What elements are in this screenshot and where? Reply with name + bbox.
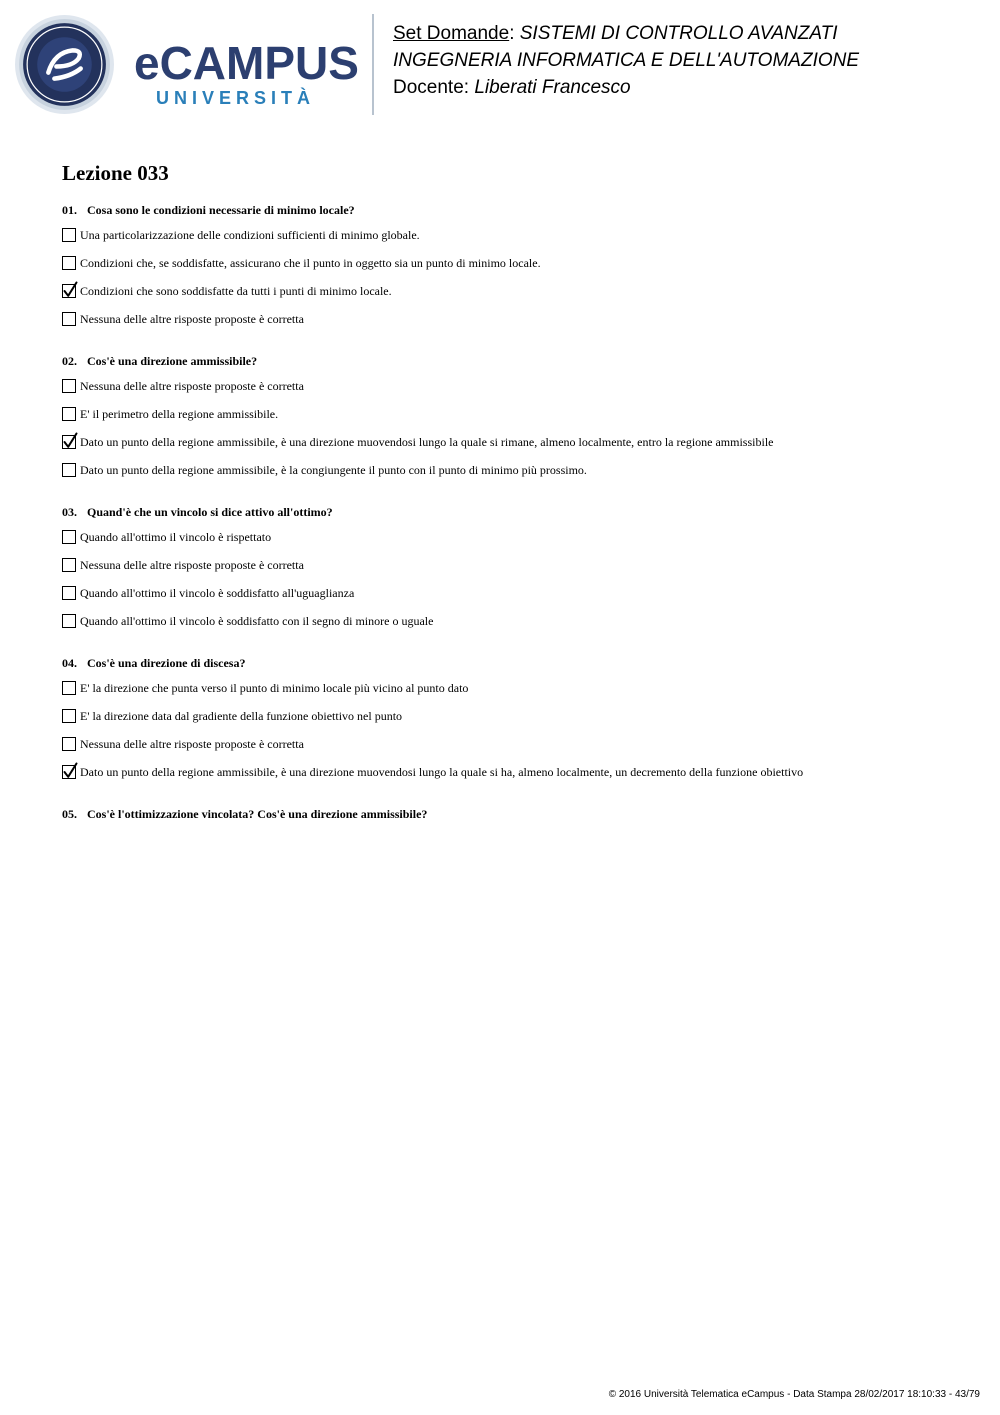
degree-name: INGEGNERIA INFORMATICA E DELL'AUTOMAZIONE — [393, 50, 860, 71]
answer-option[interactable] — [62, 312, 962, 340]
answer-option[interactable] — [62, 530, 962, 558]
answer-option[interactable] — [62, 256, 962, 284]
teacher-label: Docente: — [393, 77, 475, 98]
checkbox-unchecked[interactable] — [62, 709, 76, 723]
question-text: Cos'è l'ottimizzazione vincolata? Cos'è una direzione ammissibile? — [87, 807, 428, 821]
question-2 — [62, 353, 962, 504]
checkbox-unchecked[interactable] — [62, 614, 76, 628]
checkbox-unchecked[interactable] — [62, 737, 76, 751]
checkbox-unchecked[interactable] — [62, 586, 76, 600]
ecampus-wordmark — [134, 37, 359, 114]
answer-option[interactable] — [62, 284, 962, 312]
question-heading — [62, 202, 962, 218]
checkbox-unchecked[interactable] — [62, 379, 76, 393]
brand-name: eCAMPUS — [134, 37, 359, 89]
brand-subtitle: UNIVERSITÀ — [156, 88, 316, 108]
answer-option[interactable] — [62, 765, 962, 793]
lesson-title: Lezione 033 — [62, 161, 169, 185]
set-colon: : — [509, 23, 520, 44]
checkmark-icon — [62, 432, 78, 450]
checkbox-unchecked[interactable] — [62, 558, 76, 572]
answer-option[interactable] — [62, 407, 962, 435]
set-title-line — [393, 20, 859, 47]
option-text: Dato un punto della regione ammissibile, è una direzione muovendosi lungo la quale si ha, almeno localmente, un decremento della funzione obiettivo — [80, 765, 804, 779]
question-1 — [62, 202, 962, 353]
checkbox-unchecked[interactable] — [62, 407, 76, 421]
course-name: SISTEMI DI CONTROLLO AVANZATI — [519, 23, 838, 44]
answer-option[interactable] — [62, 709, 962, 737]
page-header — [0, 0, 1000, 130]
answer-option[interactable] — [62, 586, 962, 614]
answer-option[interactable] — [62, 228, 962, 256]
option-text: Nessuna delle altre risposte proposte è corretta — [80, 558, 304, 572]
question-heading — [62, 353, 962, 369]
option-text: Nessuna delle altre risposte proposte è corretta — [80, 312, 304, 326]
question-text: Cos'è una direzione di discesa? — [87, 656, 246, 670]
question-number: 05. — [62, 807, 77, 821]
option-text: Dato un punto della regione ammissibile, è la congiungente il punto con il punto di minimo più prossimo. — [80, 463, 587, 477]
question-heading — [62, 504, 962, 520]
answer-option[interactable] — [62, 379, 962, 407]
checkbox-unchecked[interactable] — [62, 312, 76, 326]
university-seal-logo — [14, 14, 115, 115]
option-text: Condizioni che sono soddisfatte da tutti i punti di minimo locale. — [80, 284, 392, 298]
checkbox-checked[interactable] — [62, 284, 76, 298]
answer-option[interactable] — [62, 435, 962, 463]
teacher-name: Liberati Francesco — [474, 77, 631, 98]
option-text: Condizioni che, se soddisfatte, assicurano che il punto in oggetto sia un punto di minimo locale. — [80, 256, 541, 270]
answer-option[interactable] — [62, 558, 962, 586]
question-number: 04. — [62, 656, 77, 670]
checkbox-unchecked[interactable] — [62, 530, 76, 544]
set-info — [393, 20, 859, 101]
teacher-line — [393, 74, 859, 101]
question-number: 03. — [62, 505, 77, 519]
option-text: Quando all'ottimo il vincolo è soddisfatto all'uguaglianza — [80, 586, 355, 600]
checkbox-checked[interactable] — [62, 765, 76, 779]
option-text: Una particolarizzazione delle condizioni sufficienti di minimo globale. — [80, 228, 420, 242]
checkmark-icon — [62, 762, 78, 780]
header-divider — [372, 14, 374, 115]
answer-option[interactable] — [62, 614, 962, 642]
question-list — [62, 202, 962, 822]
option-text: Nessuna delle altre risposte proposte è corretta — [80, 737, 304, 751]
answer-option[interactable] — [62, 463, 962, 491]
answer-option[interactable] — [62, 681, 962, 709]
degree-line — [393, 47, 859, 74]
question-text: Cos'è una direzione ammissibile? — [87, 354, 258, 368]
option-text: E' il perimetro della regione ammissibile. — [80, 407, 279, 421]
option-text: Dato un punto della regione ammissibile, è una direzione muovendosi lungo la quale si rimane, almeno localmente, entro la regione ammissibile — [80, 435, 774, 449]
checkmark-icon — [62, 281, 78, 299]
option-text: E' la direzione data dal gradiente della funzione obiettivo nel punto — [80, 709, 403, 723]
page-footer: © 2016 Università Telematica eCampus - Data Stampa 28/02/2017 18:10:33 - 43/79 — [608, 1389, 980, 1400]
question-heading — [62, 806, 962, 822]
answer-option[interactable] — [62, 737, 962, 765]
question-text: Cosa sono le condizioni necessarie di minimo locale? — [87, 203, 355, 217]
question-4 — [62, 655, 962, 806]
question-number: 02. — [62, 354, 77, 368]
question-heading — [62, 655, 962, 671]
checkbox-unchecked[interactable] — [62, 681, 76, 695]
checkbox-unchecked[interactable] — [62, 228, 76, 242]
option-text: E' la direzione che punta verso il punto di minimo locale più vicino al punto dato — [80, 681, 469, 695]
question-number: 01. — [62, 203, 77, 217]
set-label: Set Domande — [393, 23, 510, 44]
question-text: Quand'è che un vincolo si dice attivo all'ottimo? — [87, 505, 333, 519]
lesson-content — [62, 158, 962, 832]
option-text: Nessuna delle altre risposte proposte è corretta — [80, 379, 304, 393]
checkbox-checked[interactable] — [62, 435, 76, 449]
question-5 — [62, 806, 962, 822]
checkbox-unchecked[interactable] — [62, 256, 76, 270]
option-text: Quando all'ottimo il vincolo è soddisfatto con il segno di minore o uguale — [80, 614, 434, 628]
checkbox-unchecked[interactable] — [62, 463, 76, 477]
question-3 — [62, 504, 962, 655]
option-text: Quando all'ottimo il vincolo è rispettato — [80, 530, 272, 544]
